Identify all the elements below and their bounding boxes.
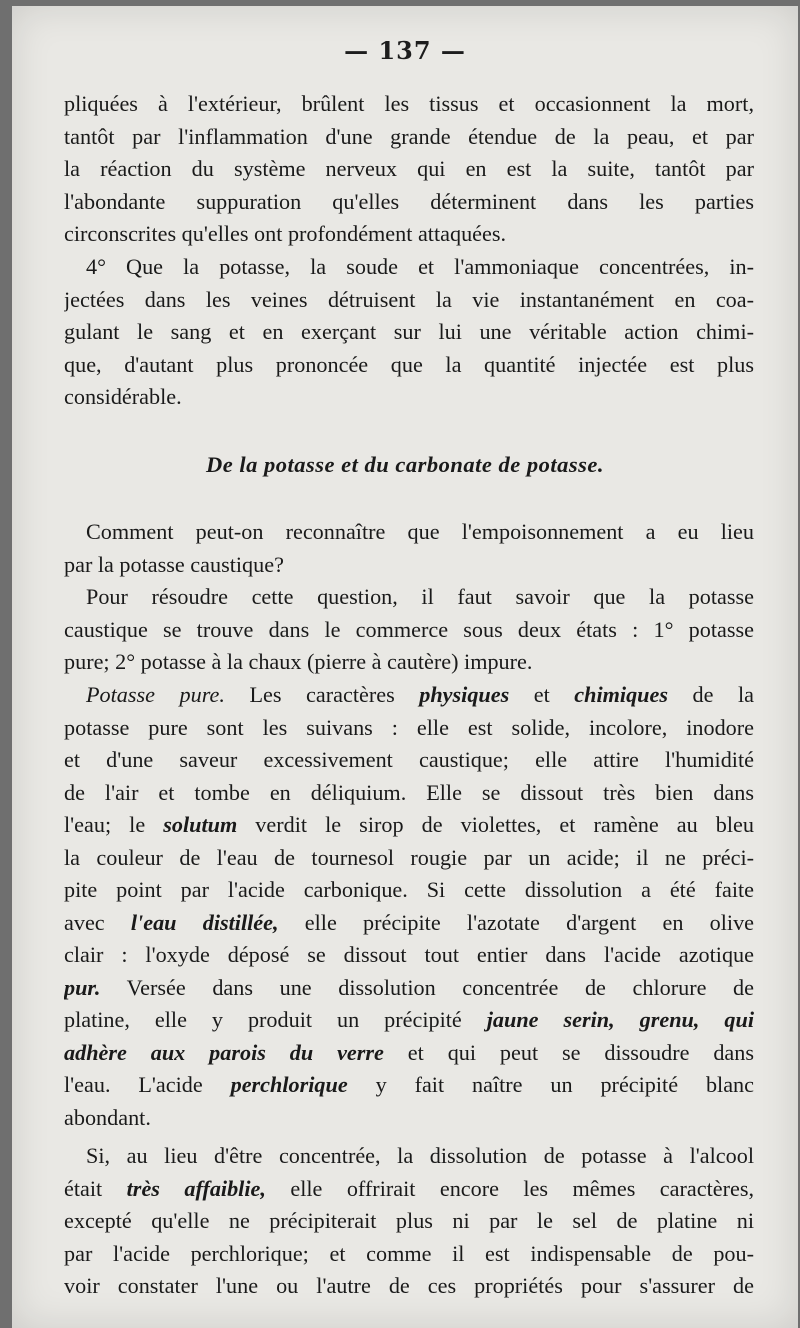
text-run: elle offrirait encore les mêmes caractères, [265, 1175, 754, 1201]
text-run: de la [668, 682, 754, 707]
text-line: excepté qu'elle ne précipiterait plus ni par le sel de platine ni [64, 1208, 754, 1233]
text-line [64, 972, 754, 1005]
text-line: considérable. [64, 384, 182, 409]
text-run: et [509, 682, 575, 707]
text-run: était [64, 1175, 127, 1201]
text-run: platine, elle y produit un précipité [64, 1007, 487, 1032]
text-run: l'eau; le [64, 812, 164, 837]
paragraph-point-4 [64, 251, 754, 414]
text-run: verdit le sirop de violettes, et ramène au bleu [237, 812, 754, 837]
emphasis: pur. [64, 974, 101, 1000]
text-line: la réaction du système nerveux qui en est la suite, tantôt par [64, 156, 754, 181]
emphasis: jaune serin, grenu, qui [486, 1007, 754, 1032]
page-number: — 137 — [344, 36, 466, 65]
text-line: 4° Que la potasse, la soude et l'ammoniaque concentrées, in- [86, 254, 754, 279]
emphasis: perchlorique [230, 1072, 348, 1097]
text-line [64, 907, 754, 940]
text-line: et d'une saveur excessivement caustique; elle attire l'humidité [64, 747, 754, 772]
text-run: elle précipite l'azotate d'argent en olive [278, 909, 754, 935]
text-line: Pour résoudre cette question, il faut savoir que la potasse [86, 584, 754, 609]
paragraph-dilute [64, 1140, 754, 1303]
text-line [64, 679, 754, 712]
text-run: avec [64, 909, 131, 935]
text-line: caustique se trouve dans le commerce sous deux états : 1° potasse [64, 616, 754, 642]
text-run: l'eau. L'acide [64, 1072, 231, 1097]
emphasis: chimiques [574, 682, 668, 707]
emphasis: adhère aux parois du verre [64, 1039, 384, 1065]
text-run: y fait naître un précipité blanc [347, 1072, 754, 1097]
text-line [64, 809, 754, 842]
paragraph-potasse-pure [64, 679, 754, 1134]
text-line: de l'air et tombe en déliquium. Elle se dissout très bien dans [64, 779, 754, 805]
text-line: par la potasse caustique? [64, 551, 284, 577]
text-line: clair : l'oxyde déposé se dissout tout entier dans l'acide azotique [64, 942, 754, 967]
emphasis: solutum [163, 812, 238, 837]
text-line: l'abondante suppuration qu'elles déterminent dans les parties [64, 188, 754, 214]
emphasis: très affaiblie, [126, 1175, 266, 1201]
text-run: Les caractères [224, 682, 420, 707]
text-line: circonscrites qu'elles ont profondément attaquées. [64, 221, 507, 246]
text-line [64, 1173, 754, 1206]
text-line: potasse pure sont les suivans : elle est solide, incolore, inodore [64, 714, 754, 740]
text-line: voir constater l'une ou l'autre de ces propriétés pour s'assurer de [64, 1273, 754, 1298]
text-line [64, 1004, 754, 1037]
text-line: abondant. [64, 1104, 151, 1130]
text-run: et qui peut se dissoudre dans [383, 1039, 754, 1065]
text-line: la couleur de l'eau de tournesol rougie par un acide; il ne préci- [64, 844, 754, 870]
emphasis: physiques [419, 682, 510, 707]
text-line: Si, au lieu d'être concentrée, la dissolution de potasse à l'alcool [86, 1143, 754, 1168]
text-line: jectées dans les veines détruisent la vie instantanément en coa- [64, 286, 754, 312]
text-run: Versée dans une dissolution concentrée de chlorure de [100, 974, 754, 1000]
text-line: par l'acide perchlorique; et comme il est indispensable de pou- [64, 1240, 754, 1266]
text-line: tantôt par l'inflammation d'une grande étendue de la peau, et par [64, 123, 754, 149]
text-line: pure; 2° potasse à la chaux (pierre à cautère) impure. [64, 649, 533, 674]
text-line [64, 1037, 754, 1070]
section-heading: De la potasse et du carbonate de potasse. [206, 452, 604, 477]
text-line: Comment peut-on reconnaître que l'empoisonnement a eu lieu [86, 519, 754, 544]
text-line: pliquées à l'extérieur, brûlent les tissus et occasionnent la mort, [64, 91, 754, 116]
emphasis: l'eau distillée, [130, 909, 279, 935]
paragraph-continuation [64, 88, 754, 251]
book-page [12, 6, 798, 1328]
text-line: que, d'autant plus prononcée que la quantité injectée est plus [64, 351, 754, 377]
paragraph-question [64, 516, 754, 581]
text-line [64, 1069, 754, 1102]
emphasis: Potasse pure. [86, 682, 225, 707]
text-line: gulant le sang et en exerçant sur lui une véritable action chimi- [64, 319, 754, 344]
text-line: pite point par l'acide carbonique. Si cette dissolution a été faite [64, 877, 754, 902]
paragraph-commerce [64, 581, 754, 679]
